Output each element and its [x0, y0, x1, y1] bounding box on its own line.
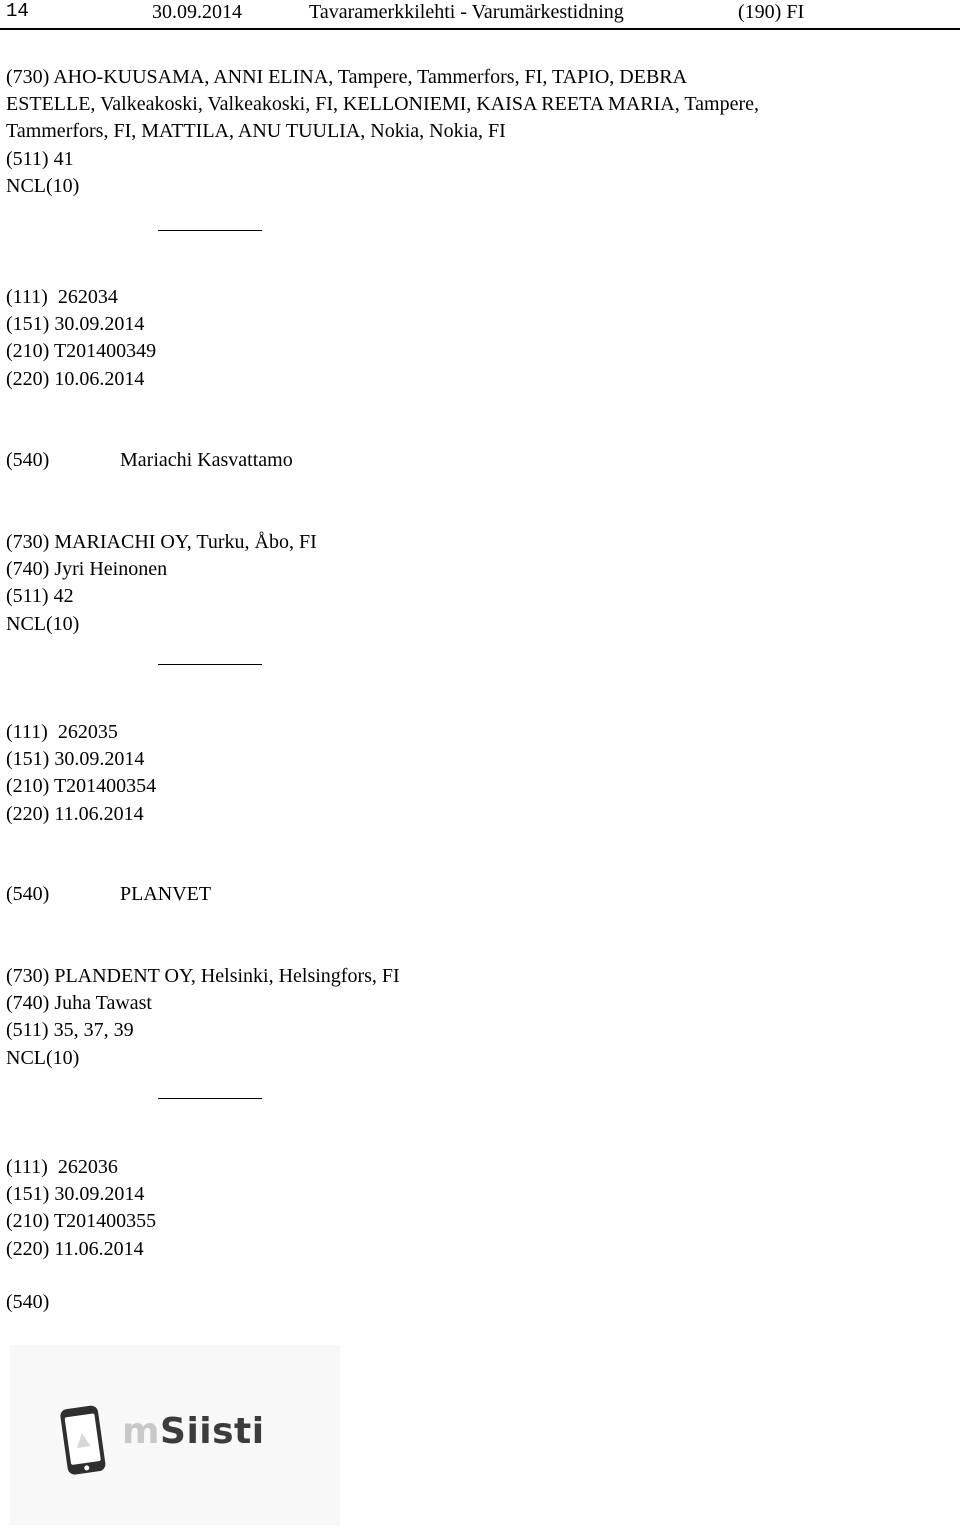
registration-date: (151) 30.09.2014: [6, 748, 145, 771]
class-line: (511) 42: [6, 585, 74, 608]
mark-text: PLANVET: [120, 883, 212, 905]
entry-separator: [158, 1098, 262, 1099]
entry-separator: [158, 664, 262, 665]
registration-date: (151) 30.09.2014: [6, 1183, 145, 1206]
trademark-entry: [6, 719, 946, 828]
agent-line: (740) Jyri Heinonen: [6, 558, 168, 581]
registration-number: (111) 262034: [6, 286, 118, 308]
mark-line: [6, 1291, 120, 1314]
class-line: (511) 41: [6, 147, 74, 170]
trademark-owner-block: [6, 963, 946, 1072]
publication-date: 30.09.2014: [152, 1, 242, 23]
owner-line: Tammerfors, FI, MATTILA, ANU TUULIA, Nokia, Nokia, FI: [6, 120, 506, 143]
owner-line: ESTELLE, Valkeakoski, Valkeakoski, FI, KELLONIEMI, KAISA REETA MARIA, Tampere,: [6, 93, 760, 116]
ncl-line: NCL(10): [6, 612, 80, 635]
owner-line: (730) MARIACHI OY, Turku, Åbo, FI: [6, 531, 317, 553]
page-header: [0, 0, 960, 30]
ncl-line: NCL(10): [6, 174, 80, 197]
trademark-owner-block: [6, 529, 946, 638]
registration-number: (111) 262035: [6, 721, 118, 743]
owner-line: (730) PLANDENT OY, Helsinki, Helsingfors, FI: [6, 965, 400, 987]
owner-line: (730) AHO-KUUSAMA, ANNI ELINA, Tampere, Tammerfors, FI, TAPIO, DEBRA: [6, 66, 688, 88]
mark-code: (540): [6, 1291, 50, 1313]
trademark-entry: [6, 284, 946, 393]
agent-line: (740) Juha Tawast: [6, 992, 152, 1015]
smartphone-icon: [56, 1403, 112, 1484]
registration-date: (151) 30.09.2014: [6, 313, 145, 336]
country-code: (190) FI: [738, 1, 805, 23]
application-number: (210) T201400354: [6, 775, 157, 798]
watermark-logo: [10, 1345, 340, 1525]
logo-prefix: m: [122, 1411, 161, 1452]
mark-code: (540): [6, 883, 50, 905]
publication-title: Tavaramerkkilehti - Varumärkestidning: [309, 1, 624, 23]
class-line: (511) 35, 37, 39: [6, 1019, 134, 1042]
application-date: (220) 11.06.2014: [6, 802, 144, 825]
application-date: (220) 10.06.2014: [6, 367, 145, 390]
logo-name: Siisti: [160, 1411, 265, 1452]
application-number: (210) T201400349: [6, 340, 157, 363]
registration-number: (111) 262036: [6, 1156, 118, 1178]
trademark-entry: [6, 1154, 946, 1263]
entry-separator: [158, 230, 262, 231]
logo-wordmark: [122, 1411, 265, 1452]
trademark-entry-continued: [6, 64, 946, 200]
mark-line: [6, 883, 211, 906]
mark-line: [6, 449, 293, 472]
ncl-line: NCL(10): [6, 1046, 80, 1069]
page-number: 14: [6, 0, 29, 22]
application-date: (220) 11.06.2014: [6, 1237, 144, 1260]
mark-code: (540): [6, 449, 50, 471]
application-number: (210) T201400355: [6, 1210, 157, 1233]
mark-text: Mariachi Kasvattamo: [120, 449, 293, 471]
